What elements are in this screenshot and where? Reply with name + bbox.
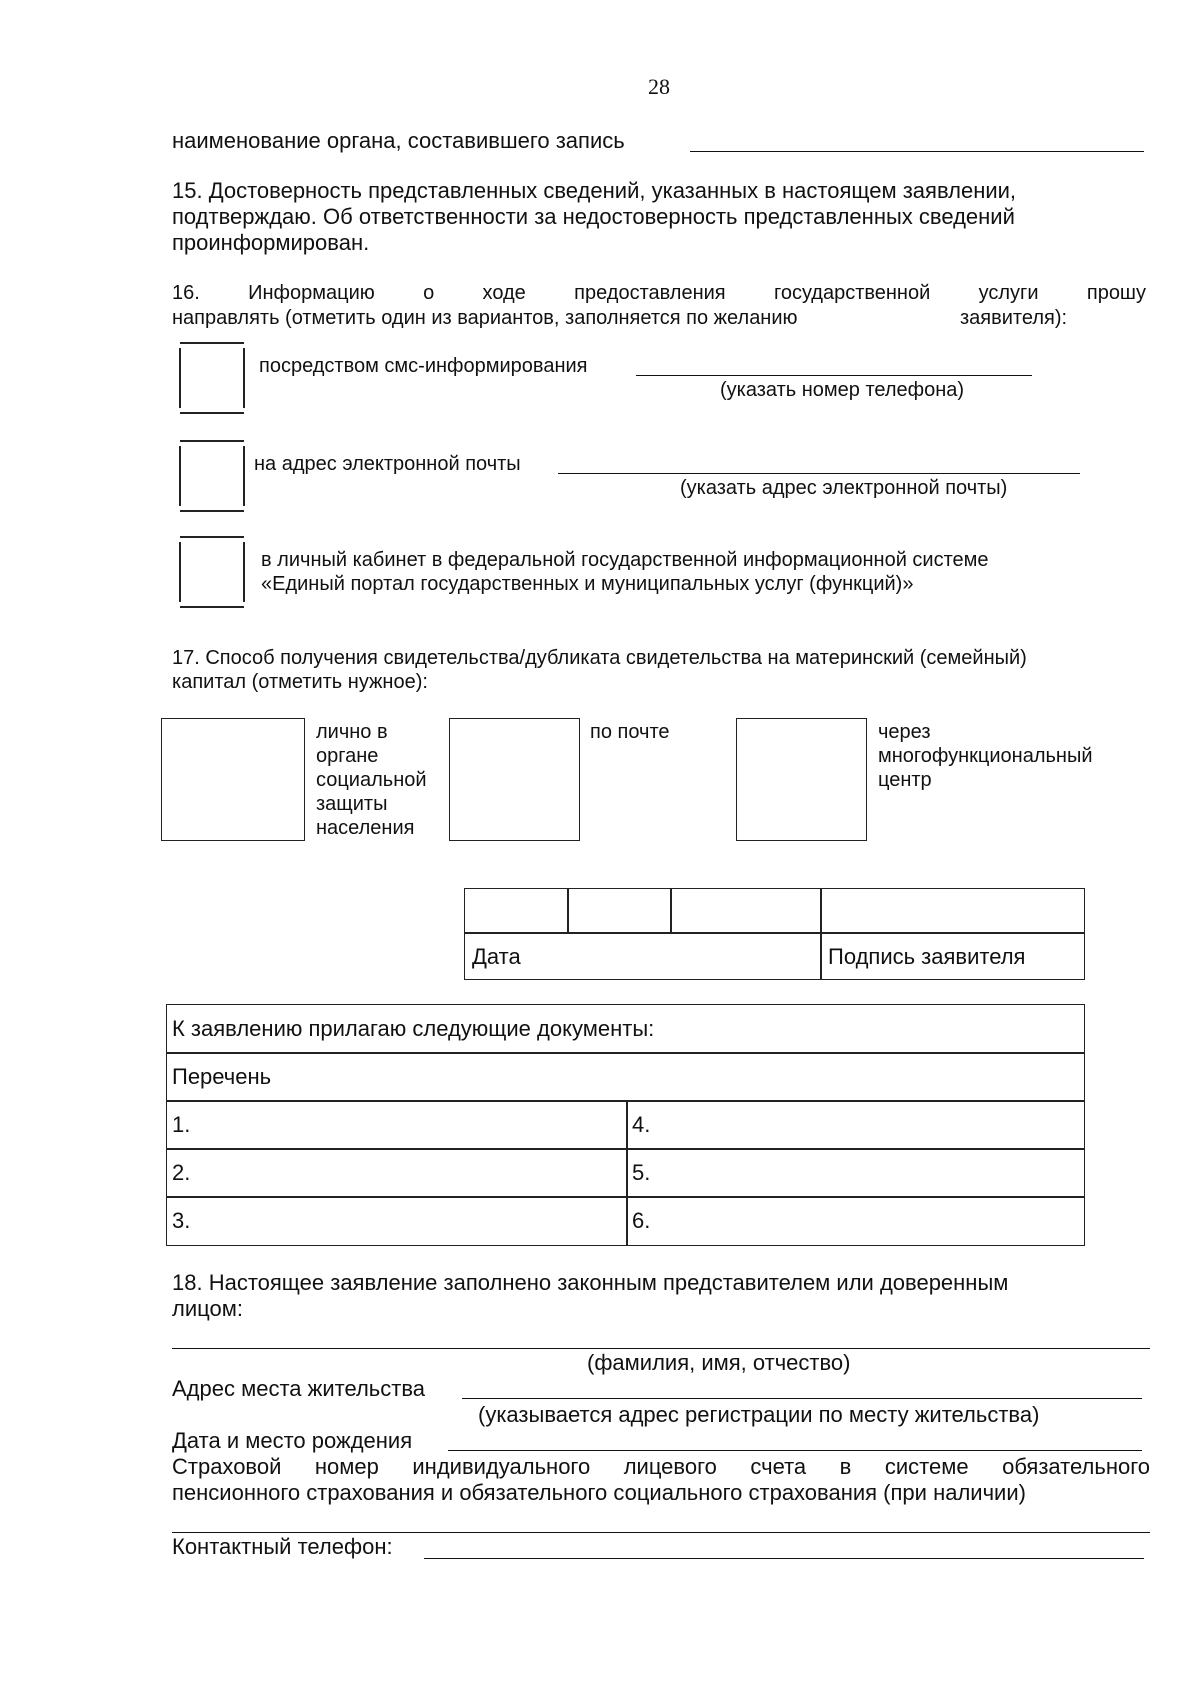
portal-option-line2: «Единый портал государственных и муниципальных услуг (функций)»	[261, 573, 914, 595]
sec16-line2-end: заявителя):	[960, 307, 1068, 329]
sec15-line2: подтверждаю. Об ответственности за недостоверность представленных сведений	[172, 204, 1015, 229]
sec16-word: 16.	[172, 282, 200, 304]
snils-line1	[172, 1454, 1150, 1480]
documents-header: К заявлению прилагаю следующие документы:	[172, 1016, 655, 1041]
sec16-word: Информацию	[248, 282, 375, 304]
sec15-line3: проинформирован.	[172, 230, 370, 255]
sec16-line2: направлять (отметить один из вариантов, заполняется по желанию	[172, 307, 798, 329]
in-person-line: органе	[316, 745, 379, 767]
birth-label: Дата и место рождения	[172, 1428, 413, 1453]
documents-list-label: Перечень	[172, 1064, 272, 1089]
snils-word: системе	[884, 1454, 969, 1479]
registry-organ-field[interactable]	[690, 151, 1144, 152]
document-cell[interactable]	[626, 1196, 1085, 1246]
document-number: 4.	[632, 1112, 651, 1137]
sec16-word: предоставления	[574, 282, 726, 304]
snils-field[interactable]	[172, 1532, 1150, 1533]
document-number: 3.	[172, 1208, 191, 1233]
documents-list-cell	[166, 1052, 1085, 1102]
mfc-line: многофункциональный	[878, 745, 1093, 767]
sec16-word: государственной	[773, 282, 931, 304]
document-cell[interactable]	[166, 1196, 628, 1246]
by-mail-checkbox[interactable]	[449, 718, 580, 841]
in-person-label	[316, 720, 427, 840]
in-person-line: защиты	[316, 793, 388, 815]
sec17-line2: капитал (отметить нужное):	[172, 671, 428, 693]
phone-number-field[interactable]	[636, 375, 1032, 376]
mfc-line: центр	[878, 769, 932, 791]
sec18-line2: лицом:	[172, 1296, 243, 1321]
registry-organ-label: наименование органа, составившего запись	[172, 128, 625, 153]
address-field[interactable]	[462, 1398, 1142, 1399]
portal-option-line1: в личный кабинет в федеральной государственной информационной системе	[261, 549, 989, 571]
sec15-line1: 15. Достоверность представленных сведений, указанных в настоящем заявлении,	[172, 178, 1017, 203]
document-number: 6.	[632, 1208, 651, 1233]
fio-field[interactable]	[172, 1348, 1150, 1349]
mfc-line: через	[878, 721, 931, 743]
address-hint: (указывается адрес регистрации по месту жительства)	[478, 1402, 1040, 1427]
sec16-line1	[172, 281, 1146, 305]
date-month-cell[interactable]	[567, 888, 672, 934]
sms-option-label: посредством смс-информирования	[259, 355, 588, 377]
in-person-checkbox[interactable]	[161, 718, 305, 841]
email-option-label: на адрес электронной почты	[254, 453, 521, 475]
sec16-word: о	[423, 282, 435, 304]
mfc-checkbox[interactable]	[736, 718, 867, 841]
snils-word: индивидуального	[412, 1454, 591, 1479]
snils-word: номер	[314, 1454, 379, 1479]
snils-word: в	[839, 1454, 852, 1479]
contact-phone-field[interactable]	[424, 1558, 1144, 1559]
in-person-line: социальной	[316, 769, 427, 791]
in-person-line: лично в	[316, 721, 388, 743]
document-number: 5.	[632, 1160, 651, 1185]
fio-hint: (фамилия, имя, отчество)	[587, 1350, 851, 1375]
snils-word: счета	[750, 1454, 807, 1479]
portal-checkbox[interactable]	[180, 536, 244, 608]
snils-word: Страховой	[172, 1454, 282, 1479]
in-person-line: населения	[316, 817, 415, 839]
page-number: 28	[648, 74, 670, 99]
document-cell[interactable]	[626, 1100, 1085, 1150]
date-day-cell[interactable]	[464, 888, 569, 934]
signature-label: Подпись заявителя	[828, 944, 1026, 969]
mfc-label	[878, 720, 1093, 792]
sec16-word: прошу	[1086, 282, 1146, 304]
snils-line2: пенсионного страхования и обязательного социального страхования (при наличии)	[172, 1480, 1026, 1505]
document-cell[interactable]	[166, 1148, 628, 1198]
phone-hint: (указать номер телефона)	[720, 379, 965, 401]
phone-label: Контактный телефон:	[172, 1534, 393, 1559]
document-number: 1.	[172, 1112, 191, 1137]
date-year-cell[interactable]	[670, 888, 822, 934]
signature-cell[interactable]	[820, 888, 1085, 934]
snils-word: лицевого	[623, 1454, 717, 1479]
address-label: Адрес места жительства	[172, 1376, 426, 1401]
email-checkbox[interactable]	[180, 440, 244, 512]
sec16-word: ходе	[482, 282, 526, 304]
email-field[interactable]	[558, 473, 1080, 474]
sms-checkbox[interactable]	[180, 342, 244, 414]
document-number: 2.	[172, 1160, 191, 1185]
document-cell[interactable]	[166, 1100, 628, 1150]
sec16-word: услуги	[978, 282, 1039, 304]
sec17-line1: 17. Способ получения свидетельства/дубликата свидетельства на материнский (семейный)	[172, 647, 1027, 669]
email-hint: (указать адрес электронной почты)	[680, 477, 1008, 499]
by-mail-label: по почте	[590, 721, 670, 743]
birth-field[interactable]	[448, 1450, 1142, 1451]
document-cell[interactable]	[626, 1148, 1085, 1198]
sec18-line1: 18. Настоящее заявление заполнено законным представителем или доверенным	[172, 1270, 1009, 1295]
snils-word: обязательного	[1002, 1454, 1150, 1479]
date-label: Дата	[472, 944, 521, 969]
